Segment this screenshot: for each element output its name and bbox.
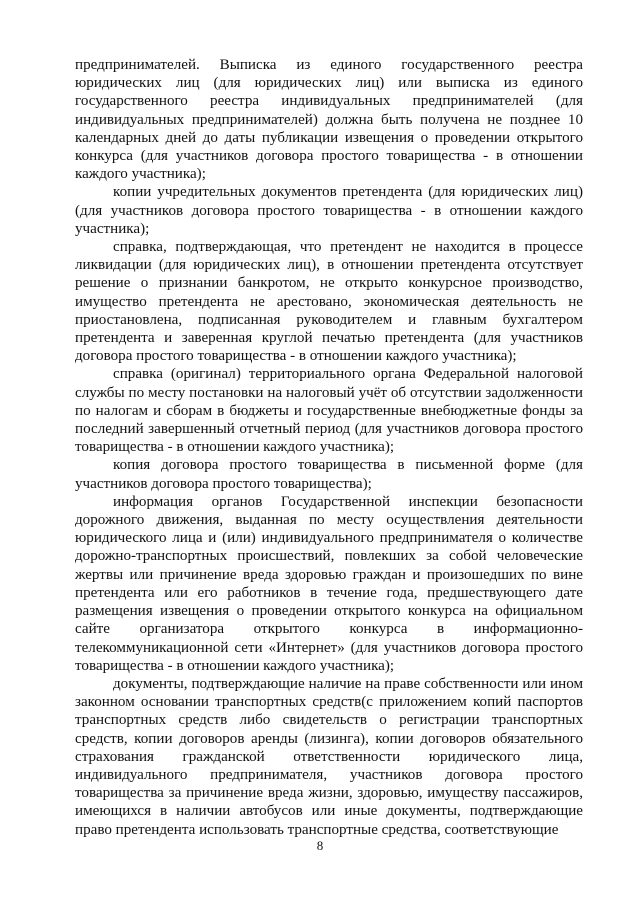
document-body <box>75 56 583 839</box>
paragraph-partnership-contract: копия договора простого товарищества в письменной форме (для участников договора простого товарищества); <box>75 457 583 492</box>
paragraph-tax-certificate: справка (оригинал) территориального органа Федеральной налоговой службы по месту постановки на налоговый учёт об отсутствии задолженности по налогам и сборам в бюджеты и государственные внебюджетные фонды за последний завершенный отчетный период (для участников договора простого товарищества - в отношении каждого участника); <box>75 366 583 456</box>
paragraph-extract-registry: предпринимателей. Выписка из единого государственного реестра юридических лиц (для юридических лиц) или выписка из единого государственного реестра индивидуальных предпринимателей (для индивидуальных предпринимателей) должна быть получена не позднее 10 календарных дней до даты публикации извещения о проведении открытого конкурса (для участников договора простого товарищества - в отношении каждого участника); <box>75 57 583 183</box>
paragraph-vehicle-documents: документы, подтверждающие наличие на праве собственности или ином законном основании транспортных средств(с приложением копий паспортов транспортных средств либо свидетельств о регистрации транспортных средств, копии договоров аренды (лизинга), копии договоров обязательного страхования гражданской ответственности юридического лица, индивидуального предпринимателя, участников договора простого товарищества за причинение вреда жизни, здоровью, имуществу пассажиров, имеющихся в наличии автобусов или иные документы, подтверждающие право претендента использовать транспортные средства, соответствующие <box>75 675 583 838</box>
paragraph-liquidation-certificate: справка, подтверждающая, что претендент не находится в процессе ликвидации (для юридических лиц), в отношении претендента отсутствует решение о признании банкротом, не открыто конкурсное производство, имущество претендента не арестовано, экономическая деятельность не приостановлена, подписанная руководителем и главным бухгалтером претендента и заверенная круглой печатью претендента (для участников договора простого товарищества - в отношении каждого участника); <box>75 239 583 365</box>
page-number: 8 <box>316 838 324 853</box>
paragraph-traffic-inspection-info: информация органов Государственной инспекции безопасности дорожного движения, выданная по месту осуществления деятельности юридического лица и (или) индивидуального предпринимателя о количестве дорожно-транспортных происшествий, повлекших за собой человеческие жертвы или причинение вреда здоровью граждан и произошедших по вине претендента или его работников в течение года, предшествующего дате размещения извещения о проведении открытого конкурса на официальном сайте организатора открытого конкурса в информационно-телекоммуникационной сети «Интернет» (для участников договора простого товарищества - в отношении каждого участника); <box>75 493 583 674</box>
paragraph-charter-documents: копии учредительных документов претендента (для юридических лиц) (для участников договора простого товарищества - в отношении каждого участника); <box>75 184 583 237</box>
